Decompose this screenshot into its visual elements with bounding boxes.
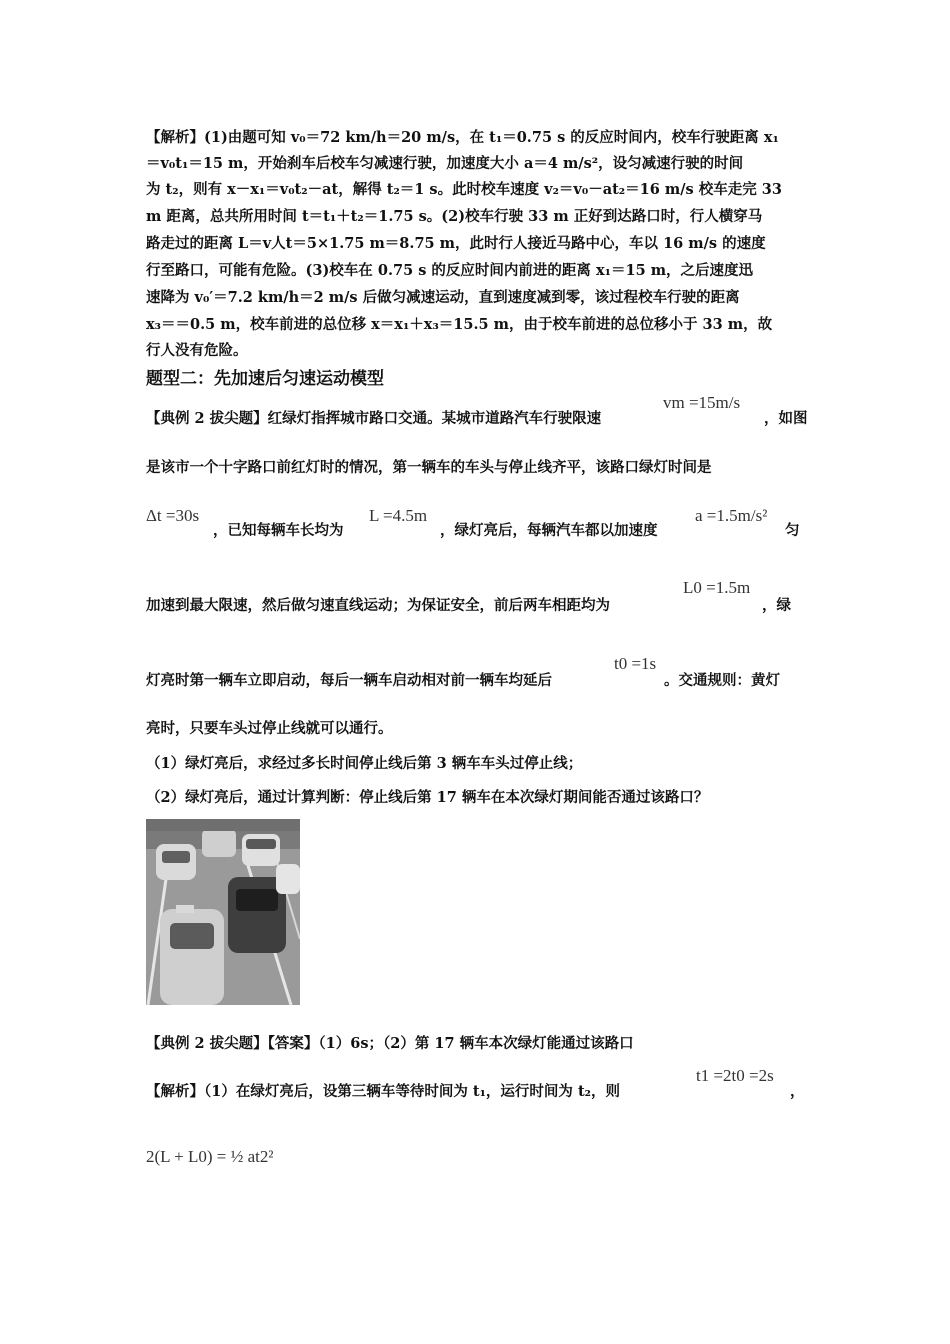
analysis2-line-1-end: ，: [790, 1083, 805, 1100]
example-line-3c: 匀: [785, 522, 800, 539]
question-1: （1）绿灯亮后，求经过多长时间停止线后第 3 辆车车头过停止线；: [146, 755, 583, 772]
section-title: 题型二：先加速后匀速运动模型: [146, 369, 384, 389]
example-line-3b: ，绿灯亮后，每辆汽车都以加速度: [440, 522, 658, 539]
formula-gap: L0 =1.5m: [683, 578, 751, 597]
formula-delay: t0 =1s: [614, 654, 657, 673]
formula-acceleration: a =1.5m/s²: [695, 506, 768, 525]
analysis1-line-1: 【解析】(1)由题可知 v₀＝72 km/h＝20 m/s，在 t₁＝0.75 s 的反应时间内，校车行驶距离 x₁: [146, 129, 779, 146]
example-line-2: 是该市一个十字路口前红灯时的情况，第一辆车的车头与停止线齐平，该路口绿灯时间是: [146, 459, 712, 476]
analysis1-line-2: ＝v₀t₁＝15 m，开始刹车后校车匀减速行驶，加速度大小 a＝4 m/s²，设匀减速行驶的时间: [146, 155, 744, 172]
analysis1-line-5: 路走过的距离 L＝v人t＝5×1.75 m＝8.75 m，此时行人接近马路中心，车以 16 m/s 的速度: [146, 235, 766, 252]
analysis1-line-8: x₃＝＝0.5 m，校车前进的总位移 x＝x₁＋x₃＝15.5 m，由于校车前进的总位移小于 33 m，故: [146, 316, 773, 333]
question-2: （2）绿灯亮后，通过计算判断：停止线后第 17 辆车在本次绿灯期间能否通过该路口？: [146, 789, 709, 806]
example-line-1-end: ，如图: [764, 410, 808, 427]
answer-line: 【典例 2 拔尖题】【答案】（1）6s；（2）第 17 辆车本次绿灯能通过该路口: [146, 1035, 634, 1052]
formula-t1: t1 =2t0 =2s: [696, 1066, 774, 1085]
traffic-photo: [146, 819, 300, 1005]
example-line-5b: 。交通规则：黄灯: [664, 672, 780, 689]
example-line-4a: 加速到最大限速，然后做匀速直线运动；为保证安全，前后两车相距均为: [146, 597, 610, 614]
formula-car-length: L =4.5m: [369, 506, 428, 525]
formula-distance: 2(L + L0) = ½ at2²: [146, 1147, 274, 1166]
analysis1-line-7: 速降为 v₀′＝7.2 km/h＝2 m/s 后做匀减速运动，直到速度减到零，该过程校车行驶的距离: [146, 289, 740, 306]
analysis1-line-4: m 距离，总共所用时间 t＝t₁＋t₂＝1.75 s。(2)校车行驶 33 m 正好到达路口时，行人横穿马: [146, 208, 763, 225]
formula-green-time: Δt =30s: [146, 506, 200, 525]
analysis1-line-9: 行人没有危险。: [146, 342, 248, 359]
example-line-3a: ，已知每辆车长均为: [213, 522, 344, 539]
example-line-4b: ，绿: [762, 597, 791, 614]
analysis2-line-1: 【解析】（1）在绿灯亮后，设第三辆车等待时间为 t₁，运行时间为 t₂，则: [146, 1083, 621, 1100]
example-line-5a: 灯亮时第一辆车立即启动，每后一辆车启动相对前一辆车均延后: [146, 672, 552, 689]
analysis1-line-6: 行至路口，可能有危险。(3)校车在 0.75 s 的反应时间内前进的距离 x₁＝15 m，之后速度迅: [146, 262, 754, 279]
analysis1-line-3: 为 t₂，则有 x－x₁＝v₀t₂－at，解得 t₂＝1 s。此时校车速度 v₂＝v₀－at₂＝16 m/s 校车走完 33: [146, 181, 782, 198]
example-line-1: 【典例 2 拔尖题】红绿灯指挥城市路口交通。某城市道路汽车行驶限速: [146, 410, 602, 427]
formula-speed-limit: vm =15m/s: [663, 393, 741, 412]
example-line-6: 亮时，只要车头过停止线就可以通行。: [146, 720, 393, 737]
